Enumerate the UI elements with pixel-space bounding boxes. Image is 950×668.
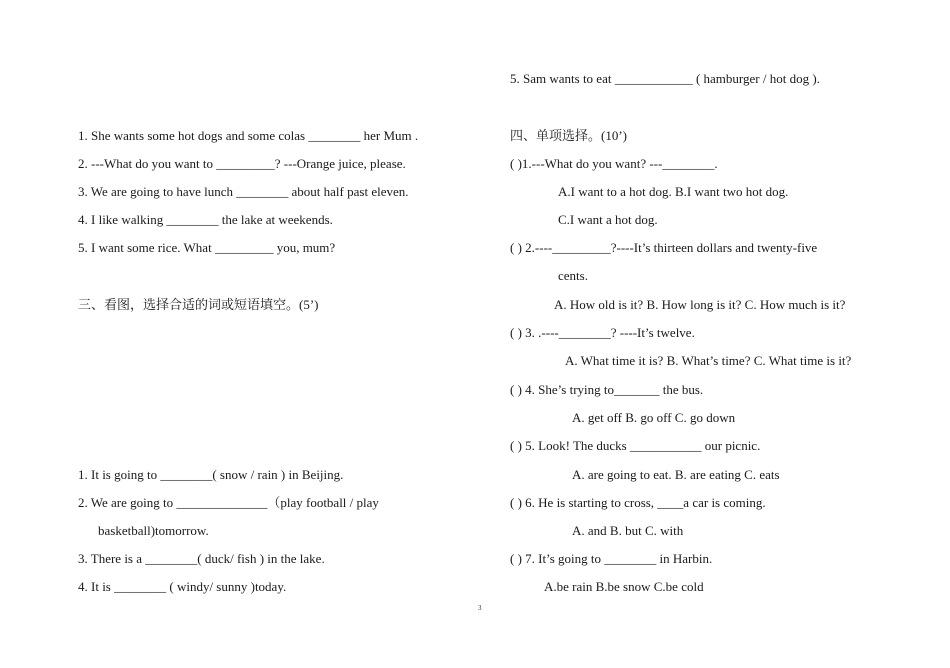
choice-question-7-options: A.be rain B.be snow C.be cold [544, 579, 704, 594]
fill-blank-question-2: 2. ---What do you want to _________? ---Orange juice, please. [78, 156, 406, 171]
choice-question-6: ( ) 6. He is starting to cross, ____a car is coming. [510, 495, 766, 510]
fill-blank-question-5: 5. I want some rice. What _________ you, mum? [78, 240, 336, 255]
choice-question-1-options-ab: A.I want to a hot dog. B.I want two hot dog. [558, 184, 789, 199]
picture-question-2-continued: basketball)tomorrow. [98, 523, 209, 538]
picture-question-1: 1. It is going to ________( snow / rain ) in Beijing. [78, 467, 344, 482]
section-4-title: 四、单项选择。(10’) [510, 128, 627, 143]
choice-question-5: ( ) 5. Look! The ducks ___________ our picnic. [510, 438, 761, 453]
choice-question-4: ( ) 4. She’s trying to_______ the bus. [510, 382, 704, 397]
picture-question-2: 2. We are going to ______________（play football / play [78, 495, 379, 510]
picture-question-4: 4. It is ________ ( windy/ sunny )today. [78, 579, 287, 594]
page-number: 3 [478, 604, 482, 612]
choice-question-6-options: A. and B. but C. with [572, 523, 684, 538]
choice-question-7: ( ) 7. It’s going to ________ in Harbin. [510, 551, 713, 566]
picture-question-3: 3. There is a ________( duck/ fish ) in the lake. [78, 551, 325, 566]
fill-blank-question-4: 4. I like walking ________ the lake at weekends. [78, 212, 333, 227]
section-3-title: 三、看图，选择合适的词或短语填空。(5’) [78, 297, 319, 312]
choice-question-5-options: A. are going to eat. B. are eating C. eats [572, 467, 780, 482]
fill-blank-question-5-sam: 5. Sam wants to eat ____________ ( hamburger / hot dog ). [510, 71, 820, 86]
fill-blank-question-1: 1. She wants some hot dogs and some colas ________ her Mum . [78, 128, 419, 143]
choice-question-2-continued: cents. [558, 268, 588, 283]
choice-question-1: ( )1.---What do you want? ---________. [510, 156, 718, 171]
fill-blank-question-3: 3. We are going to have lunch ________ about half past eleven. [78, 184, 409, 199]
choice-question-3-options: A. What time it is? B. What’s time? C. What time is it? [565, 353, 852, 368]
choice-question-2-options: A. How old is it? B. How long is it? C. How much is it? [554, 297, 846, 312]
choice-question-1-option-c: C.I want a hot dog. [558, 212, 658, 227]
choice-question-4-options: A. get off B. go off C. go down [572, 410, 736, 425]
choice-question-2: ( ) 2.----_________?----It’s thirteen dollars and twenty-five [510, 240, 818, 255]
choice-question-3: ( ) 3. .----________? ----It’s twelve. [510, 325, 695, 340]
